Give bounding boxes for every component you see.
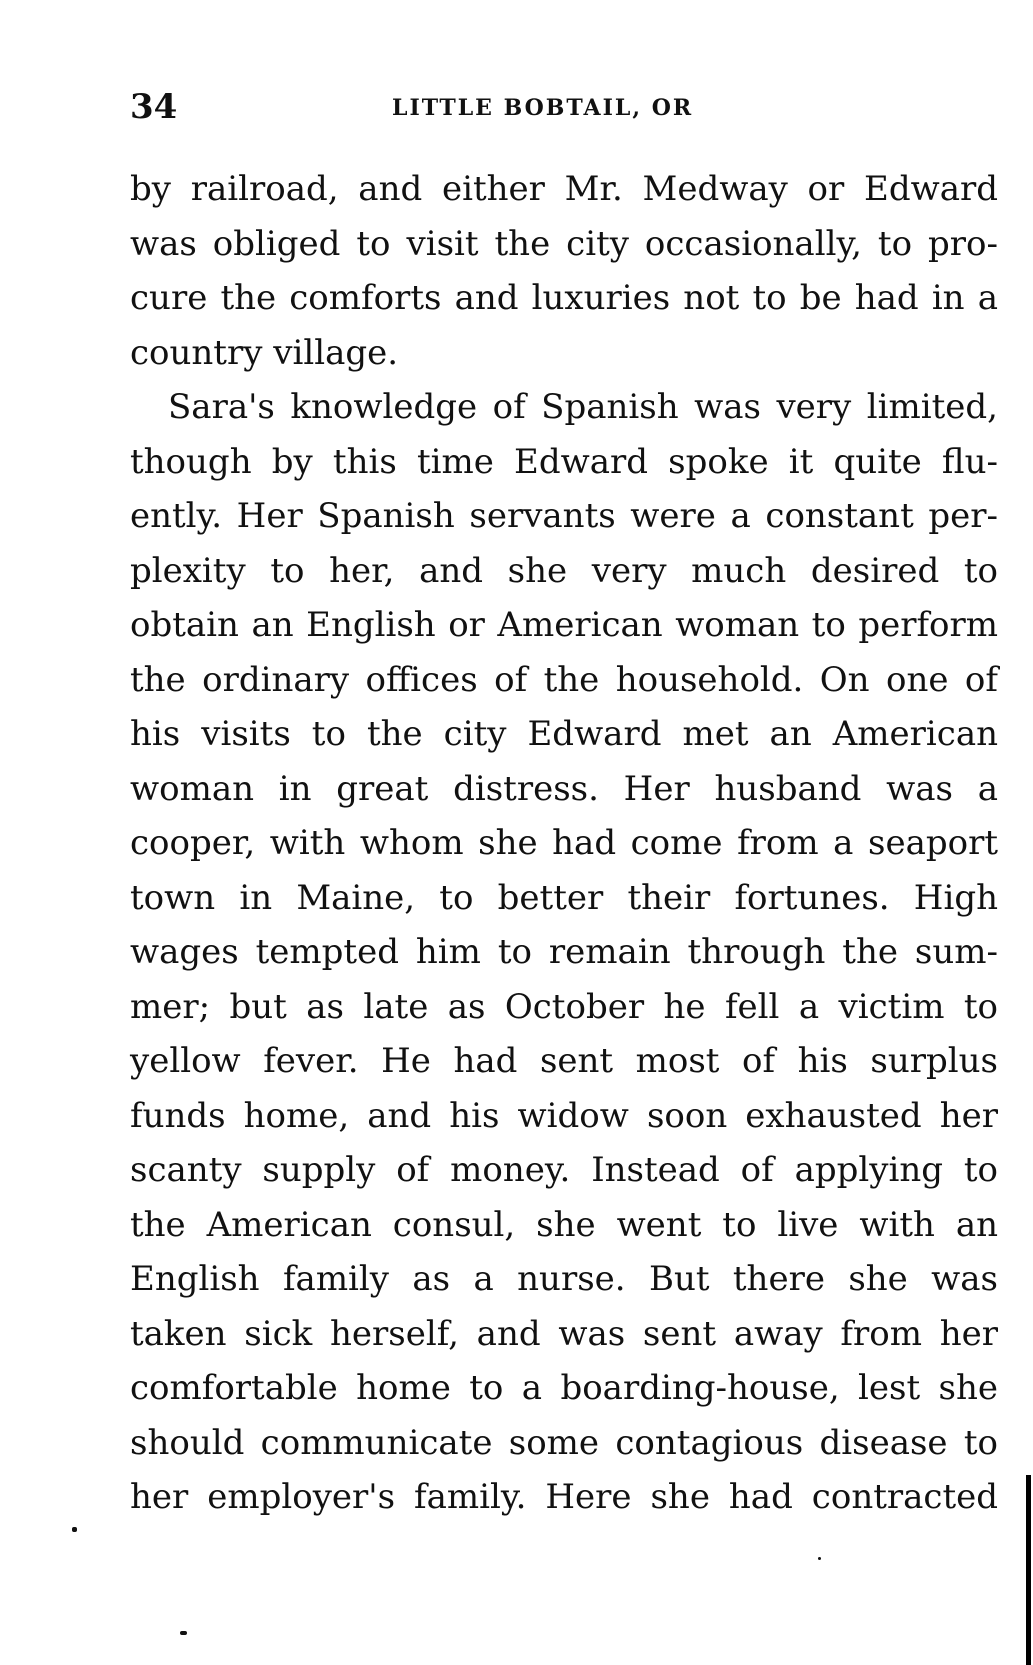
- text-line: mer; but as late as October he fell a victim to: [130, 986, 998, 1027]
- scan-edge-mark: [1026, 1475, 1031, 1665]
- page-header: [130, 82, 1000, 132]
- text-line: scanty supply of money. Instead of applying to: [130, 1150, 998, 1190]
- text-line: though by this time Edward spoke it quite flu-: [130, 441, 998, 482]
- text-line: should communicate some contagious disease to: [130, 1422, 998, 1463]
- text-line: her employer's family. Here she had contracted: [130, 1477, 998, 1517]
- text-line: cooper, with whom she had come from a seaport: [130, 823, 998, 863]
- text-line: ently. Her Spanish servants were a constant per-: [130, 496, 998, 536]
- text-line: comfortable home to a boarding-house, lest she: [130, 1368, 998, 1408]
- body-text: [130, 162, 998, 1525]
- text-line: his visits to the city Edward met an American: [130, 714, 998, 754]
- text-line: woman in great distress. Her husband was a: [130, 768, 998, 809]
- text-line: funds home, and his widow soon exhausted her: [130, 1095, 998, 1136]
- text-line: the American consul, she went to live with an: [130, 1204, 998, 1245]
- running-title: LITTLE BOBTAIL, OR: [392, 95, 694, 121]
- scan-speck: [180, 1631, 187, 1635]
- text-line: yellow fever. He had sent most of his surplus: [130, 1041, 998, 1081]
- text-line: country village.: [130, 332, 399, 373]
- text-line: the ordinary offices of the household. On one of: [130, 659, 998, 700]
- text-line: obtain an English or American woman to perform: [130, 605, 998, 645]
- text-line: was obliged to visit the city occasionally, to pro-: [130, 223, 998, 264]
- text-line: taken sick herself, and was sent away from her: [130, 1313, 998, 1354]
- text-line: cure the comforts and luxuries not to be had in a: [130, 278, 998, 318]
- text-line: wages tempted him to remain through the sum-: [130, 932, 998, 972]
- text-line: by railroad, and either Mr. Medway or Edward: [130, 169, 998, 209]
- scan-speck: [72, 1527, 77, 1532]
- page-number: 34: [130, 87, 178, 127]
- text-line: English family as a nurse. But there she was: [130, 1259, 998, 1299]
- text-line: town in Maine, to better their fortunes. High: [130, 877, 998, 918]
- text-line: plexity to her, and she very much desired to: [130, 550, 998, 591]
- scan-speck: [818, 1557, 821, 1560]
- paragraph-start-line: Sara's knowledge of Spanish was very limited,: [168, 387, 998, 427]
